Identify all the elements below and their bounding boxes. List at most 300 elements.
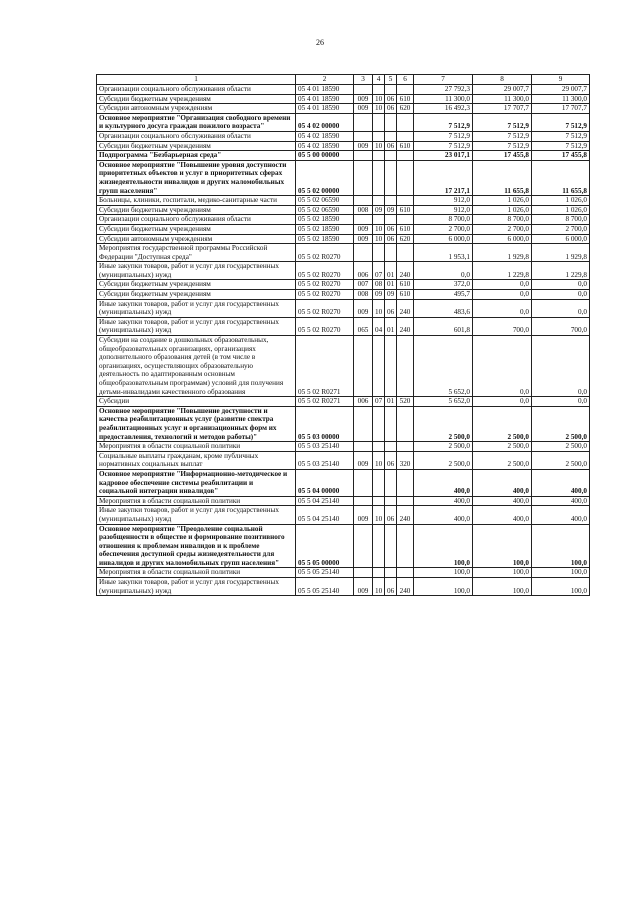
row-section-code: 10 <box>373 578 385 596</box>
table-row <box>97 336 590 397</box>
table-row <box>97 234 590 244</box>
header-cell: 6 <box>397 75 414 85</box>
row-expense-type: 610 <box>397 280 414 290</box>
row-subsection-code: 06 <box>385 104 397 114</box>
row-amount-col9: 100,0 <box>532 568 590 578</box>
row-subsection-code <box>385 160 397 195</box>
row-name: Основное мероприятие "Повышение уровня доступности приоритетных объектов и услуг в приоритетных сферах жизнедеятельности инвалидов и других маломобильных групп населения" <box>97 160 296 195</box>
table-row <box>97 397 590 407</box>
row-ministry-code: 009 <box>354 451 373 469</box>
row-expense-type <box>397 244 414 262</box>
row-subsection-code: 06 <box>385 506 397 524</box>
row-expense-type <box>397 442 414 452</box>
table-row <box>97 451 590 469</box>
table-row <box>97 131 590 141</box>
row-amount-col8: 29 007,7 <box>473 85 532 95</box>
row-expense-type <box>397 469 414 496</box>
row-amount-col9: 100,0 <box>532 524 590 568</box>
table-row <box>97 205 590 215</box>
row-section-code <box>373 131 385 141</box>
table-row <box>97 317 590 335</box>
table-row <box>97 262 590 280</box>
row-name: Субсидии бюджетным учреждениям <box>97 205 296 215</box>
table-row <box>97 244 590 262</box>
row-section-code: 10 <box>373 104 385 114</box>
row-amount-col9: 29 007,7 <box>532 85 590 95</box>
row-amount-col8: 0,0 <box>473 397 532 407</box>
row-name: Субсидии автономным учреждениям <box>97 234 296 244</box>
row-amount-col9: 0,0 <box>532 397 590 407</box>
row-code: 05 5 03 25140 <box>296 451 354 469</box>
row-amount-col7: 1 953,1 <box>414 244 473 262</box>
row-ministry-code <box>354 336 373 397</box>
header-cell: 8 <box>473 75 532 85</box>
row-code: 05 5 02 18590 <box>296 234 354 244</box>
row-section-code: 10 <box>373 234 385 244</box>
row-amount-col8: 700,0 <box>473 317 532 335</box>
row-amount-col9: 0,0 <box>532 280 590 290</box>
row-section-code <box>373 406 385 441</box>
row-amount-col8: 100,0 <box>473 568 532 578</box>
row-amount-col8: 0,0 <box>473 280 532 290</box>
row-section-code: 09 <box>373 205 385 215</box>
row-code: 05 5 04 25140 <box>296 496 354 506</box>
row-amount-col7: 100,0 <box>414 578 473 596</box>
row-name: Иные закупки товаров, работ и услуг для государственных (муниципальных) нужд <box>97 317 296 335</box>
row-section-code: 10 <box>373 94 385 104</box>
row-name: Основное мероприятие "Информационно-методическое и кадровое обеспечение системы реабилитации и социальной интеграции инвалидов" <box>97 469 296 496</box>
row-subsection-code <box>385 85 397 95</box>
row-ministry-code <box>354 215 373 225</box>
row-subsection-code <box>385 336 397 397</box>
row-code: 05 4 01 18590 <box>296 85 354 95</box>
row-code: 05 5 02 06590 <box>296 205 354 215</box>
row-amount-col7: 5 652,0 <box>414 336 473 397</box>
row-subsection-code: 01 <box>385 317 397 335</box>
table-row <box>97 215 590 225</box>
row-expense-type: 610 <box>397 205 414 215</box>
row-code: 05 5 02 R0270 <box>296 262 354 280</box>
row-amount-col7: 23 017,1 <box>414 151 473 161</box>
row-ministry-code: 009 <box>354 94 373 104</box>
row-code: 05 5 02 R0271 <box>296 397 354 407</box>
table-row <box>97 506 590 524</box>
row-amount-col8: 400,0 <box>473 469 532 496</box>
row-name: Организации социального обслуживания области <box>97 85 296 95</box>
row-section-code <box>373 496 385 506</box>
row-section-code <box>373 336 385 397</box>
row-ministry-code <box>354 469 373 496</box>
row-subsection-code <box>385 442 397 452</box>
row-ministry-code <box>354 113 373 131</box>
row-expense-type: 610 <box>397 290 414 300</box>
row-subsection-code: 06 <box>385 234 397 244</box>
row-ministry-code <box>354 85 373 95</box>
row-name: Субсидии <box>97 397 296 407</box>
header-cell: 4 <box>373 75 385 85</box>
row-code: 05 5 04 00000 <box>296 469 354 496</box>
row-amount-col7: 2 500,0 <box>414 451 473 469</box>
row-amount-col9: 11 655,8 <box>532 160 590 195</box>
row-section-code <box>373 215 385 225</box>
row-code: 05 5 02 18590 <box>296 224 354 234</box>
row-expense-type: 240 <box>397 578 414 596</box>
row-name: Субсидии автономным учреждениям <box>97 104 296 114</box>
row-amount-col7: 17 217,1 <box>414 160 473 195</box>
row-code: 05 5 04 25140 <box>296 506 354 524</box>
row-amount-col9: 11 300,0 <box>532 94 590 104</box>
row-subsection-code <box>385 244 397 262</box>
row-subsection-code: 09 <box>385 290 397 300</box>
table-row <box>97 280 590 290</box>
row-ministry-code: 009 <box>354 104 373 114</box>
row-amount-col8: 100,0 <box>473 524 532 568</box>
row-amount-col7: 372,0 <box>414 280 473 290</box>
row-subsection-code: 01 <box>385 262 397 280</box>
row-section-code <box>373 113 385 131</box>
row-expense-type: 240 <box>397 262 414 280</box>
row-expense-type: 620 <box>397 234 414 244</box>
row-amount-col8: 2 700,0 <box>473 224 532 234</box>
row-name: Субсидии на создание в дошкольных образовательных, общеобразовательных организациях, организациях дополнительного образования детей (в том числе в организациях, осуществляющих образовательную деятельность по адаптированным основным общеобразовательным программам) условий для получения детьми-инвалидами качественного образования <box>97 336 296 397</box>
row-subsection-code <box>385 406 397 441</box>
row-expense-type <box>397 131 414 141</box>
row-amount-col8: 1 229,8 <box>473 262 532 280</box>
budget-table <box>96 74 590 596</box>
header-cell: 1 <box>97 75 296 85</box>
row-amount-col8: 0,0 <box>473 299 532 317</box>
row-amount-col7: 7 512,9 <box>414 113 473 131</box>
row-subsection-code: 06 <box>385 141 397 151</box>
row-name: Субсидии бюджетным учреждениям <box>97 224 296 234</box>
row-ministry-code <box>354 496 373 506</box>
row-amount-col8: 17 455,8 <box>473 151 532 161</box>
row-subsection-code <box>385 196 397 206</box>
row-subsection-code: 01 <box>385 280 397 290</box>
row-section-code <box>373 524 385 568</box>
row-section-code <box>373 160 385 195</box>
row-name: Основное мероприятие "Организация свободного времени и культурного досуга граждан пожилого возраста" <box>97 113 296 131</box>
table-row <box>97 406 590 441</box>
row-amount-col7: 0,0 <box>414 262 473 280</box>
row-name: Субсидии бюджетным учреждениям <box>97 280 296 290</box>
row-subsection-code <box>385 469 397 496</box>
row-ministry-code: 009 <box>354 578 373 596</box>
row-amount-col9: 2 500,0 <box>532 442 590 452</box>
row-section-code <box>373 568 385 578</box>
row-subsection-code: 06 <box>385 299 397 317</box>
row-amount-col9: 100,0 <box>532 578 590 596</box>
row-section-code: 10 <box>373 224 385 234</box>
row-section-code <box>373 442 385 452</box>
row-ministry-code: 009 <box>354 224 373 234</box>
table-row <box>97 299 590 317</box>
row-ministry-code: 009 <box>354 506 373 524</box>
row-ministry-code <box>354 406 373 441</box>
table-row <box>97 568 590 578</box>
row-name: Иные закупки товаров, работ и услуг для государственных (муниципальных) нужд <box>97 299 296 317</box>
row-amount-col9: 17 455,8 <box>532 151 590 161</box>
row-ministry-code <box>354 151 373 161</box>
row-subsection-code <box>385 215 397 225</box>
row-name: Организации социального обслуживания области <box>97 215 296 225</box>
row-subsection-code: 06 <box>385 94 397 104</box>
row-expense-type <box>397 568 414 578</box>
row-expense-type <box>397 196 414 206</box>
row-amount-col9: 400,0 <box>532 469 590 496</box>
row-ministry-code: 007 <box>354 280 373 290</box>
row-ministry-code <box>354 196 373 206</box>
table-row <box>97 94 590 104</box>
row-ministry-code: 009 <box>354 141 373 151</box>
row-ministry-code <box>354 244 373 262</box>
row-amount-col9: 1 229,8 <box>532 262 590 280</box>
table-row <box>97 160 590 195</box>
header-cell: 5 <box>385 75 397 85</box>
row-ministry-code <box>354 568 373 578</box>
row-amount-col9: 6 000,0 <box>532 234 590 244</box>
row-amount-col7: 11 300,0 <box>414 94 473 104</box>
row-amount-col7: 16 492,3 <box>414 104 473 114</box>
row-section-code <box>373 469 385 496</box>
row-amount-col8: 2 500,0 <box>473 451 532 469</box>
row-amount-col7: 100,0 <box>414 568 473 578</box>
row-amount-col8: 17 707,7 <box>473 104 532 114</box>
row-amount-col9: 400,0 <box>532 496 590 506</box>
row-ministry-code: 009 <box>354 299 373 317</box>
row-expense-type: 610 <box>397 94 414 104</box>
page-number: 26 <box>316 38 324 47</box>
row-code: 05 5 02 00000 <box>296 160 354 195</box>
row-amount-col8: 7 512,9 <box>473 141 532 151</box>
row-amount-col9: 1 026,0 <box>532 205 590 215</box>
row-subsection-code <box>385 113 397 131</box>
row-code: 05 5 05 25140 <box>296 578 354 596</box>
row-section-code: 09 <box>373 290 385 300</box>
row-expense-type: 620 <box>397 104 414 114</box>
row-name: Основное мероприятие "Преодоление социальной разобщенности в обществе и формирование позитивного отношения к проблемам инвалидов и к проблеме обеспечения доступной среды жизнедеятельности для инвалидов и других маломобильных групп населения" <box>97 524 296 568</box>
row-amount-col9: 2 500,0 <box>532 451 590 469</box>
row-expense-type <box>397 85 414 95</box>
row-name: Социальные выплаты гражданам, кроме публичных нормативных социальных выплат <box>97 451 296 469</box>
table-row <box>97 113 590 131</box>
row-name: Иные закупки товаров, работ и услуг для государственных (муниципальных) нужд <box>97 578 296 596</box>
row-subsection-code: 06 <box>385 224 397 234</box>
row-amount-col8: 11 300,0 <box>473 94 532 104</box>
table-row <box>97 104 590 114</box>
row-section-code: 10 <box>373 506 385 524</box>
row-section-code: 10 <box>373 451 385 469</box>
row-section-code <box>373 196 385 206</box>
row-amount-col8: 6 000,0 <box>473 234 532 244</box>
row-section-code <box>373 85 385 95</box>
row-section-code <box>373 244 385 262</box>
row-code: 05 5 02 R0270 <box>296 290 354 300</box>
row-subsection-code: 06 <box>385 451 397 469</box>
row-name: Субсидии бюджетным учреждениям <box>97 290 296 300</box>
row-code: 05 5 02 R0270 <box>296 280 354 290</box>
row-code: 05 5 05 00000 <box>296 524 354 568</box>
row-amount-col8: 100,0 <box>473 578 532 596</box>
row-code: 05 4 01 18590 <box>296 104 354 114</box>
row-amount-col8: 1 026,0 <box>473 205 532 215</box>
row-name: Основное мероприятие "Повышение доступности и качества реабилитационных услуг (развитие спектра реабилитационных услуг и организационных форм их предоставления, технологий и методов работы)" <box>97 406 296 441</box>
row-amount-col9: 0,0 <box>532 299 590 317</box>
row-amount-col9: 700,0 <box>532 317 590 335</box>
row-code: 05 4 01 18590 <box>296 94 354 104</box>
header-cell: 9 <box>532 75 590 85</box>
row-name: Иные закупки товаров, работ и услуг для государственных (муниципальных) нужд <box>97 506 296 524</box>
row-amount-col7: 27 792,3 <box>414 85 473 95</box>
row-name: Субсидии бюджетным учреждениям <box>97 94 296 104</box>
header-row <box>97 75 590 85</box>
row-amount-col8: 0,0 <box>473 290 532 300</box>
row-expense-type: 610 <box>397 224 414 234</box>
row-amount-col7: 912,0 <box>414 196 473 206</box>
row-code: 05 5 03 25140 <box>296 442 354 452</box>
row-expense-type <box>397 215 414 225</box>
table-row <box>97 442 590 452</box>
table-row <box>97 290 590 300</box>
row-name: Субсидии бюджетным учреждениям <box>97 141 296 151</box>
row-section-code: 10 <box>373 299 385 317</box>
table-row <box>97 496 590 506</box>
row-code: 05 5 05 25140 <box>296 568 354 578</box>
row-name: Мероприятия в области социальной политики <box>97 442 296 452</box>
row-amount-col7: 2 700,0 <box>414 224 473 234</box>
row-expense-type <box>397 336 414 397</box>
row-ministry-code: 006 <box>354 397 373 407</box>
row-amount-col9: 400,0 <box>532 506 590 524</box>
row-expense-type <box>397 160 414 195</box>
row-subsection-code <box>385 151 397 161</box>
row-ministry-code: 008 <box>354 290 373 300</box>
row-name: Больницы, клиники, госпитали, медико-санитарные части <box>97 196 296 206</box>
table-row <box>97 224 590 234</box>
row-expense-type: 520 <box>397 397 414 407</box>
row-expense-type: 320 <box>397 451 414 469</box>
row-expense-type: 240 <box>397 506 414 524</box>
row-amount-col7: 400,0 <box>414 469 473 496</box>
row-expense-type <box>397 524 414 568</box>
row-amount-col9: 2 500,0 <box>532 406 590 441</box>
row-amount-col8: 2 500,0 <box>473 442 532 452</box>
header-cell: 7 <box>414 75 473 85</box>
row-ministry-code <box>354 442 373 452</box>
table-row <box>97 469 590 496</box>
row-amount-col8: 400,0 <box>473 506 532 524</box>
table-row <box>97 151 590 161</box>
row-name: Мероприятия в области социальной политики <box>97 568 296 578</box>
row-amount-col9: 1 929,8 <box>532 244 590 262</box>
row-section-code: 04 <box>373 317 385 335</box>
row-expense-type: 240 <box>397 299 414 317</box>
row-section-code: 08 <box>373 280 385 290</box>
row-ministry-code <box>354 131 373 141</box>
row-amount-col8: 7 512,9 <box>473 113 532 131</box>
row-amount-col7: 7 512,9 <box>414 141 473 151</box>
row-amount-col8: 1 929,8 <box>473 244 532 262</box>
row-amount-col9: 7 512,9 <box>532 141 590 151</box>
row-subsection-code <box>385 496 397 506</box>
row-name: Иные закупки товаров, работ и услуг для государственных (муниципальных) нужд <box>97 262 296 280</box>
row-subsection-code: 01 <box>385 397 397 407</box>
row-amount-col7: 495,7 <box>414 290 473 300</box>
row-subsection-code <box>385 524 397 568</box>
row-code: 05 5 02 18590 <box>296 215 354 225</box>
row-code: 05 5 00 00000 <box>296 151 354 161</box>
row-ministry-code: 008 <box>354 205 373 215</box>
header-cell: 3 <box>354 75 373 85</box>
row-expense-type <box>397 151 414 161</box>
row-expense-type <box>397 496 414 506</box>
table-row <box>97 196 590 206</box>
row-amount-col7: 100,0 <box>414 524 473 568</box>
row-expense-type <box>397 113 414 131</box>
row-amount-col8: 1 026,0 <box>473 196 532 206</box>
row-subsection-code: 06 <box>385 578 397 596</box>
row-ministry-code: 009 <box>354 234 373 244</box>
row-amount-col9: 0,0 <box>532 290 590 300</box>
row-code: 05 5 02 R0270 <box>296 299 354 317</box>
row-amount-col9: 2 700,0 <box>532 224 590 234</box>
row-amount-col9: 1 026,0 <box>532 196 590 206</box>
row-amount-col9: 7 512,9 <box>532 131 590 141</box>
row-code: 05 5 03 00000 <box>296 406 354 441</box>
row-amount-col7: 6 000,0 <box>414 234 473 244</box>
row-amount-col9: 17 707,7 <box>532 104 590 114</box>
row-expense-type: 610 <box>397 141 414 151</box>
row-amount-col9: 0,0 <box>532 336 590 397</box>
row-amount-col7: 7 512,9 <box>414 131 473 141</box>
row-amount-col7: 912,0 <box>414 205 473 215</box>
header-cell: 2 <box>296 75 354 85</box>
row-amount-col8: 8 700,0 <box>473 215 532 225</box>
row-ministry-code: 065 <box>354 317 373 335</box>
row-subsection-code <box>385 568 397 578</box>
row-amount-col8: 7 512,9 <box>473 131 532 141</box>
row-code: 05 5 02 R0271 <box>296 336 354 397</box>
table-row <box>97 524 590 568</box>
row-code: 05 5 02 R0270 <box>296 244 354 262</box>
row-amount-col7: 8 700,0 <box>414 215 473 225</box>
row-ministry-code <box>354 160 373 195</box>
row-amount-col8: 0,0 <box>473 336 532 397</box>
row-amount-col7: 5 652,0 <box>414 397 473 407</box>
row-subsection-code <box>385 131 397 141</box>
row-amount-col7: 483,6 <box>414 299 473 317</box>
row-ministry-code <box>354 524 373 568</box>
row-section-code <box>373 151 385 161</box>
table-row <box>97 141 590 151</box>
row-section-code: 10 <box>373 141 385 151</box>
table-row <box>97 85 590 95</box>
row-amount-col7: 400,0 <box>414 506 473 524</box>
row-amount-col8: 2 500,0 <box>473 406 532 441</box>
row-amount-col7: 2 500,0 <box>414 442 473 452</box>
row-section-code: 07 <box>373 397 385 407</box>
row-name: Мероприятия государственной программы Российской Федерации "Доступная среда" <box>97 244 296 262</box>
row-section-code: 07 <box>373 262 385 280</box>
row-name: Организации социального обслуживания области <box>97 131 296 141</box>
row-expense-type: 240 <box>397 317 414 335</box>
row-name: Подпрограмма "Безбарьерная среда" <box>97 151 296 161</box>
row-name: Мероприятия в области социальной политики <box>97 496 296 506</box>
row-amount-col8: 11 655,8 <box>473 160 532 195</box>
row-ministry-code: 006 <box>354 262 373 280</box>
row-amount-col7: 601,8 <box>414 317 473 335</box>
row-amount-col7: 400,0 <box>414 496 473 506</box>
